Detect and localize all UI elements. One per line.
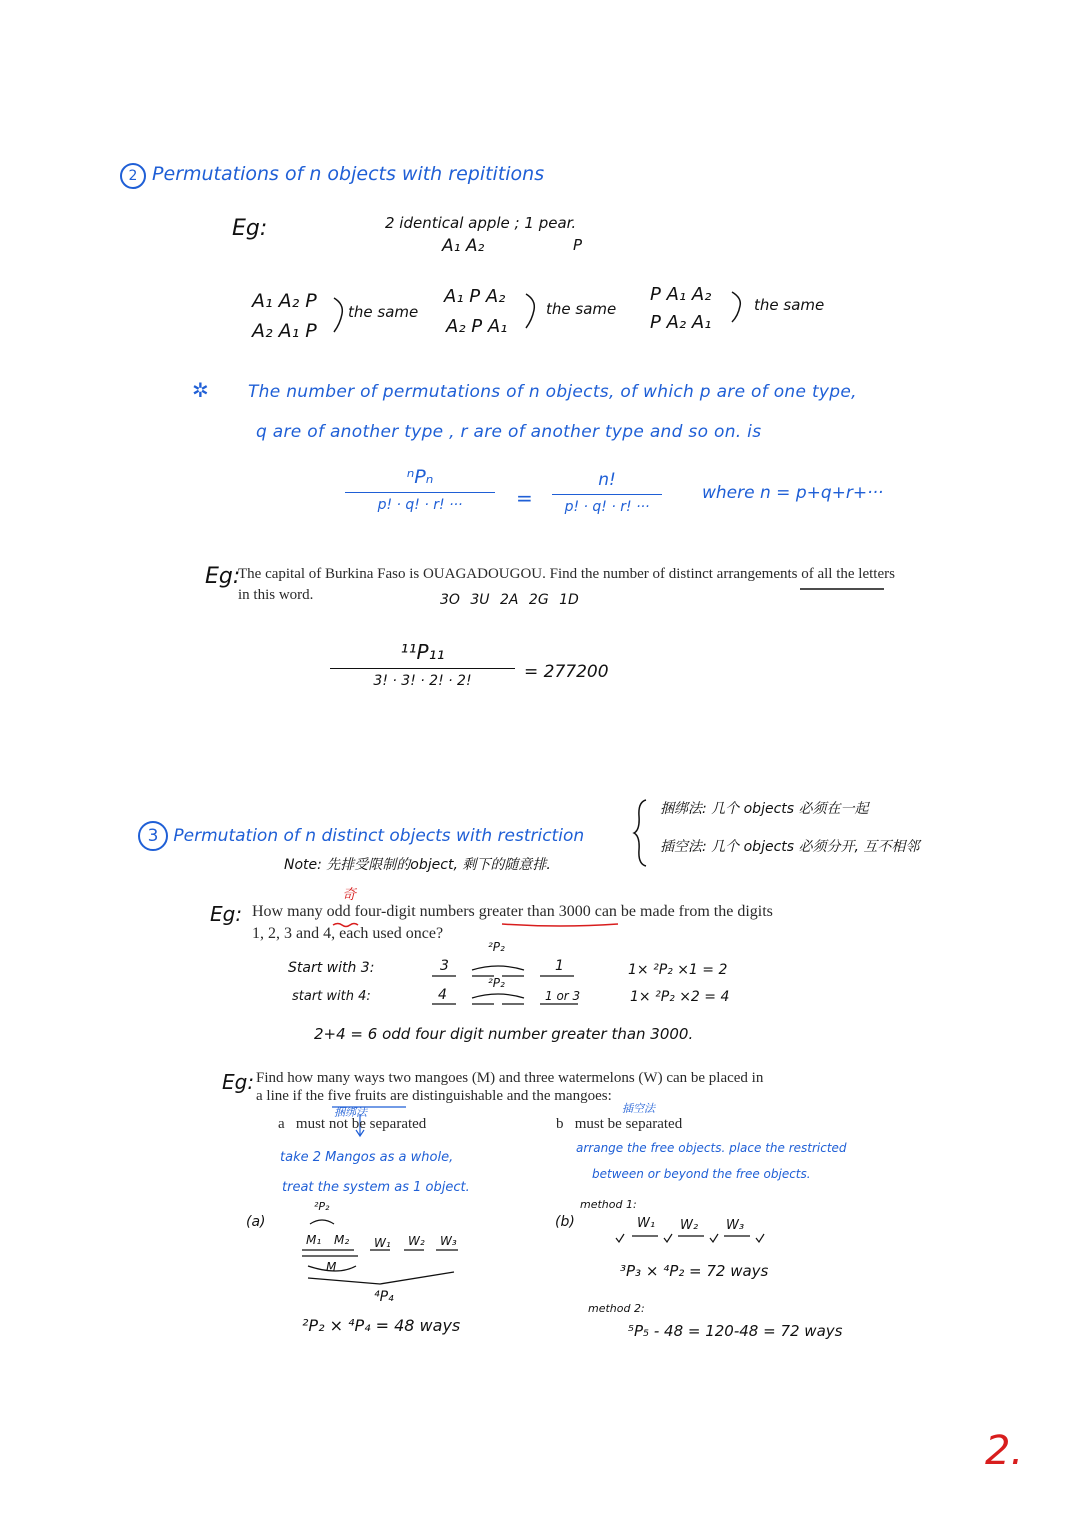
row1-last: 1 [555,958,564,974]
a-item-5: W₃ [440,1234,457,1248]
section3-heading [138,821,584,851]
fruit-question-line2: a line if the five fruits are distinguishable and the mangoes: [256,1088,612,1104]
curly-bracket [632,798,650,868]
eg-label-3: Eg: [210,902,243,926]
ouaga-fraction-numerator: ¹¹P₁₁ [400,640,445,664]
part-b [556,1116,682,1133]
b-diagram-slots [612,1224,772,1248]
ouaga-result: = 277200 [524,662,609,682]
group3-line2: P A₂ A₁ [650,312,712,333]
group2-line1: A₁ P A₂ [444,286,506,307]
section2-title: Permutations of n objects with repititions [152,163,545,185]
page-number: 2. [985,1428,1024,1474]
bracket-line2: 插空法: 几个 objects 必须分开, 互不相邻 [660,839,920,855]
ouaga-fraction [330,640,515,689]
fraction-1-denominator: p! · q! · r! ··· [377,497,463,513]
b-explain2: between or beyond the free objects. [592,1167,811,1181]
a-result: ²P₂ × ⁴P₄ = 48 ways [302,1316,461,1335]
rule-line2: q are of another type , r are of another type and so on. is [256,422,762,442]
fraction-2-numerator: n! [598,470,616,490]
row2-first: 4 [438,987,447,1003]
a-explain1: take 2 Mangos as a whole, [280,1150,454,1165]
perm-mark-1: ²P₂ [488,940,505,954]
equals-sign: = [516,486,533,510]
brace-2 [524,292,538,332]
a-perm-bottom: ⁴P₄ [374,1289,394,1305]
row1-label: Start with 3: [288,960,375,976]
row2-last: 1 or 3 [545,989,581,1003]
ouaga-question-line2: in this word. [238,587,314,603]
odd-question-line2: 1, 2, 3 and 4, each used once? [252,925,444,942]
row1-calc: 1× ²P₂ ×1 = 2 [628,962,728,978]
a-item-2: M₂ [334,1233,350,1247]
row2-calc: 1× ²P₂ ×2 = 4 [630,989,730,1005]
perm-mark-2: ²P₂ [488,976,505,990]
section3-title: Permutation of n distinct objects with restriction [173,826,585,846]
section3-number: 3 [138,821,168,851]
same-label-2: the same [546,300,617,318]
b-item-2: W₂ [680,1218,699,1233]
fraction-2-denominator: p! · q! · r! ··· [564,499,650,515]
group3-line1: P A₁ A₂ [650,284,712,305]
section2-number: 2 [120,163,146,189]
a-item-1: M₁ [306,1233,322,1247]
where-clause: where n = p+q+r+··· [702,483,884,503]
eg-label-4: Eg: [222,1070,255,1094]
group1-line2: A₂ A₁ P [252,320,317,342]
eg-label: Eg: [232,216,268,241]
a-item-4: W₂ [408,1234,425,1248]
b-result1: ³P₃ × ⁴P₂ = 72 ways [620,1262,769,1280]
odd-conclusion: 2+4 = 6 odd four digit number greater than 3000. [314,1025,694,1043]
same-label-1: the same [348,303,419,321]
a-diagram-lines [298,1212,468,1292]
a-label: (a) [246,1214,266,1230]
method1-label: method 1: [580,1198,637,1211]
part-a-note: 捆绑法 [334,1106,367,1119]
group1-line1: A₁ A₂ P [252,290,317,312]
eg-label-2: Eg: [205,564,241,589]
b-item-1: W₁ [637,1216,656,1231]
part-a-text: must not be separated [295,1116,427,1132]
part-b-letter: b [556,1116,564,1132]
items-sub-p: P [573,236,583,254]
a-group: M [326,1260,337,1274]
odd-underlines [330,920,630,930]
bracket-line1: 捆绑法: 几个 objects 必须在一起 [660,801,869,817]
part-a [278,1116,426,1133]
part-b-text: must be separated [574,1116,683,1132]
part-b-note: 插空法 [622,1102,655,1115]
brace-3 [730,290,744,326]
fraction-1 [345,466,495,513]
b-item-3: W₃ [726,1218,745,1233]
group2-line2: A₂ P A₁ [446,316,508,337]
items-text: 2 identical apple ; 1 pear. [385,214,577,232]
b-explain1: arrange the free objects. place the restricted [576,1141,847,1155]
b-label: (b) [555,1214,575,1230]
fruit-question-line1: Find how many ways two mangoes (M) and three watermelons (W) can be placed in [256,1070,764,1086]
rule-line1: The number of permutations of n objects, of which p are of one type, [248,382,857,402]
row1-first: 3 [440,958,449,974]
section3-note: Note: 先排受限制的object, 剩下的随意排. [284,857,551,873]
a-explain2: treat the system as 1 object. [282,1180,470,1195]
ouaga-fraction-denominator: 3! · 3! · 2! · 2! [373,673,472,689]
same-label-3: the same [754,296,825,314]
section2-heading [120,163,544,189]
a-perm-top: ²P₂ [314,1200,330,1213]
star-icon: ✲ [192,378,209,402]
row2-label: start with 4: [292,989,371,1004]
arrangements-underline [798,586,888,592]
method2-label: method 2: [588,1302,645,1315]
fraction-2 [552,470,662,515]
items-sub: A₁ A₂ [442,236,485,256]
odd-annotation: 奇 [342,887,356,903]
digit-slots [430,954,590,1004]
letter-counts: 3O 3U 2A 2G 1D [440,592,579,608]
a-item-3: W₁ [374,1236,391,1250]
fraction-1-numerator: ⁿPₙ [406,466,434,488]
ouaga-question-line1: The capital of Burkina Faso is OUAGADOUGOU. Find the number of distinct arrangements of all the letters [238,566,895,582]
b-result2: ⁵P₅ - 48 = 120-48 = 72 ways [628,1322,843,1340]
part-a-letter: a [278,1116,285,1132]
brace-1 [332,296,346,336]
odd-question-line1: How many odd four-digit numbers greater than 3000 can be made from the digits [252,903,773,920]
